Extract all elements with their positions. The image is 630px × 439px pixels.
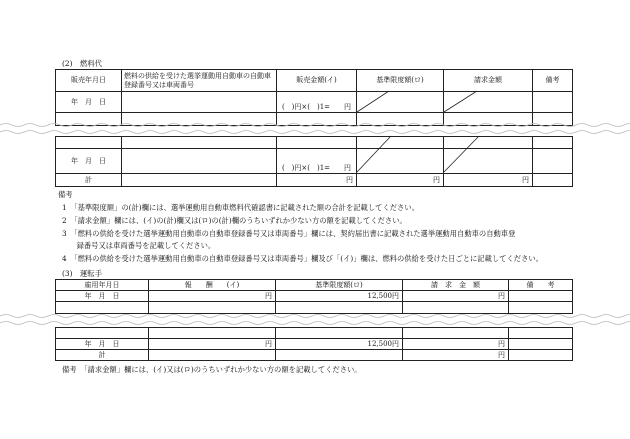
- driver-row-limit: 12,500円: [276, 291, 403, 302]
- header-vehicle-number: 燃料の供給を受けた選挙運動用自動車の自動車登録番号又は車両番号: [122, 70, 277, 92]
- total-limit-yen: 円: [357, 174, 444, 187]
- header-claim: 請求金額: [444, 70, 533, 92]
- driver-row-claim-yen: 円: [403, 291, 509, 302]
- total-claim-yen: 円: [444, 174, 533, 187]
- row-date: 年 月 日: [56, 92, 122, 113]
- row-claim-cell: [444, 92, 533, 113]
- total-amount-yen: 円: [277, 174, 357, 187]
- driver-row-claim-yen-last: 円: [403, 339, 509, 350]
- driver-table-top: [55, 279, 573, 314]
- row-remarks-cell: [533, 92, 573, 113]
- driver-row-pay-yen-last: 円: [149, 339, 276, 350]
- driver-table-bottom: [55, 327, 573, 361]
- driver-header-remarks: 備 考: [509, 280, 573, 291]
- driver-header-limit: 基準限度額(ロ): [276, 280, 403, 291]
- driver-row-pay-yen: 円: [149, 291, 276, 302]
- driver-header-date: 雇用年月日: [56, 280, 149, 291]
- tear-break-divider: [0, 122, 630, 136]
- row-limit-cell: [357, 92, 444, 113]
- section2-title: (2) 燃料代: [62, 59, 103, 68]
- driver-row-limit-last: 12,500円: [276, 339, 403, 350]
- notes2-item-3: 3 「燃料の供給を受けた選挙運動用自動車の自動車登録番号又は車両番号」欄には、契約届出書に記載された選挙運動用自動車の自動車登: [62, 229, 516, 238]
- notes2-item-1: 1 「基準限度額」の(計)欄には、選挙運動用自動車燃料代確認書に記載された額の合計を記載してください。: [62, 203, 419, 212]
- driver-row-date: 年 月 日: [56, 291, 149, 302]
- row-formula-last: ( )円×( )1= 円: [277, 149, 357, 174]
- fuel-table-bottom: [55, 136, 573, 187]
- notes2-heading: 備考: [58, 190, 73, 199]
- notes2-item-3-cont: 録番号又は車両番号を記載してください。: [62, 241, 216, 250]
- driver-header-pay: 報 酬 (イ): [149, 280, 276, 291]
- total-label: 計: [56, 174, 122, 187]
- header-limit: 基準限度額(ロ): [357, 70, 444, 92]
- driver-total-claim-yen: 円: [403, 350, 509, 361]
- notes2-item-4: 4 「燃料の供給を受けた選挙運動用自動車の自動車登録番号又は車両番号」欄及び「(イ)」欄は、燃料の供給を受けた日ごとに記載してください。: [62, 254, 543, 263]
- tear-break-divider-2: [0, 313, 630, 327]
- row-vehicle-cell: [122, 92, 277, 113]
- notes2-item-2: 2 「請求金額」欄には、(イ)の(計)欄又は(ロ)の(計)欄のうちいずれか少ない方の額を記載してください。: [62, 216, 407, 225]
- section3-title: (3) 運転手: [62, 269, 103, 278]
- row-formula: ( )円×( )1= 円: [277, 92, 357, 113]
- header-sale-amount: 販売金額(イ): [277, 70, 357, 92]
- notes3-text: 備考 「請求金額」欄には、(イ)又は(ロ)のうちいずれか少ない方の額を記載してください。: [62, 365, 362, 374]
- driver-header-claim: 請 求 金 額: [403, 280, 509, 291]
- header-sale-date: 販売年月日: [56, 70, 122, 92]
- header-remarks: 備考: [533, 70, 573, 92]
- driver-row-date-last: 年 月 日: [56, 339, 149, 350]
- fuel-table-top: [55, 69, 573, 126]
- row-date-last: 年 月 日: [56, 149, 122, 174]
- driver-total-label: 計: [56, 350, 149, 361]
